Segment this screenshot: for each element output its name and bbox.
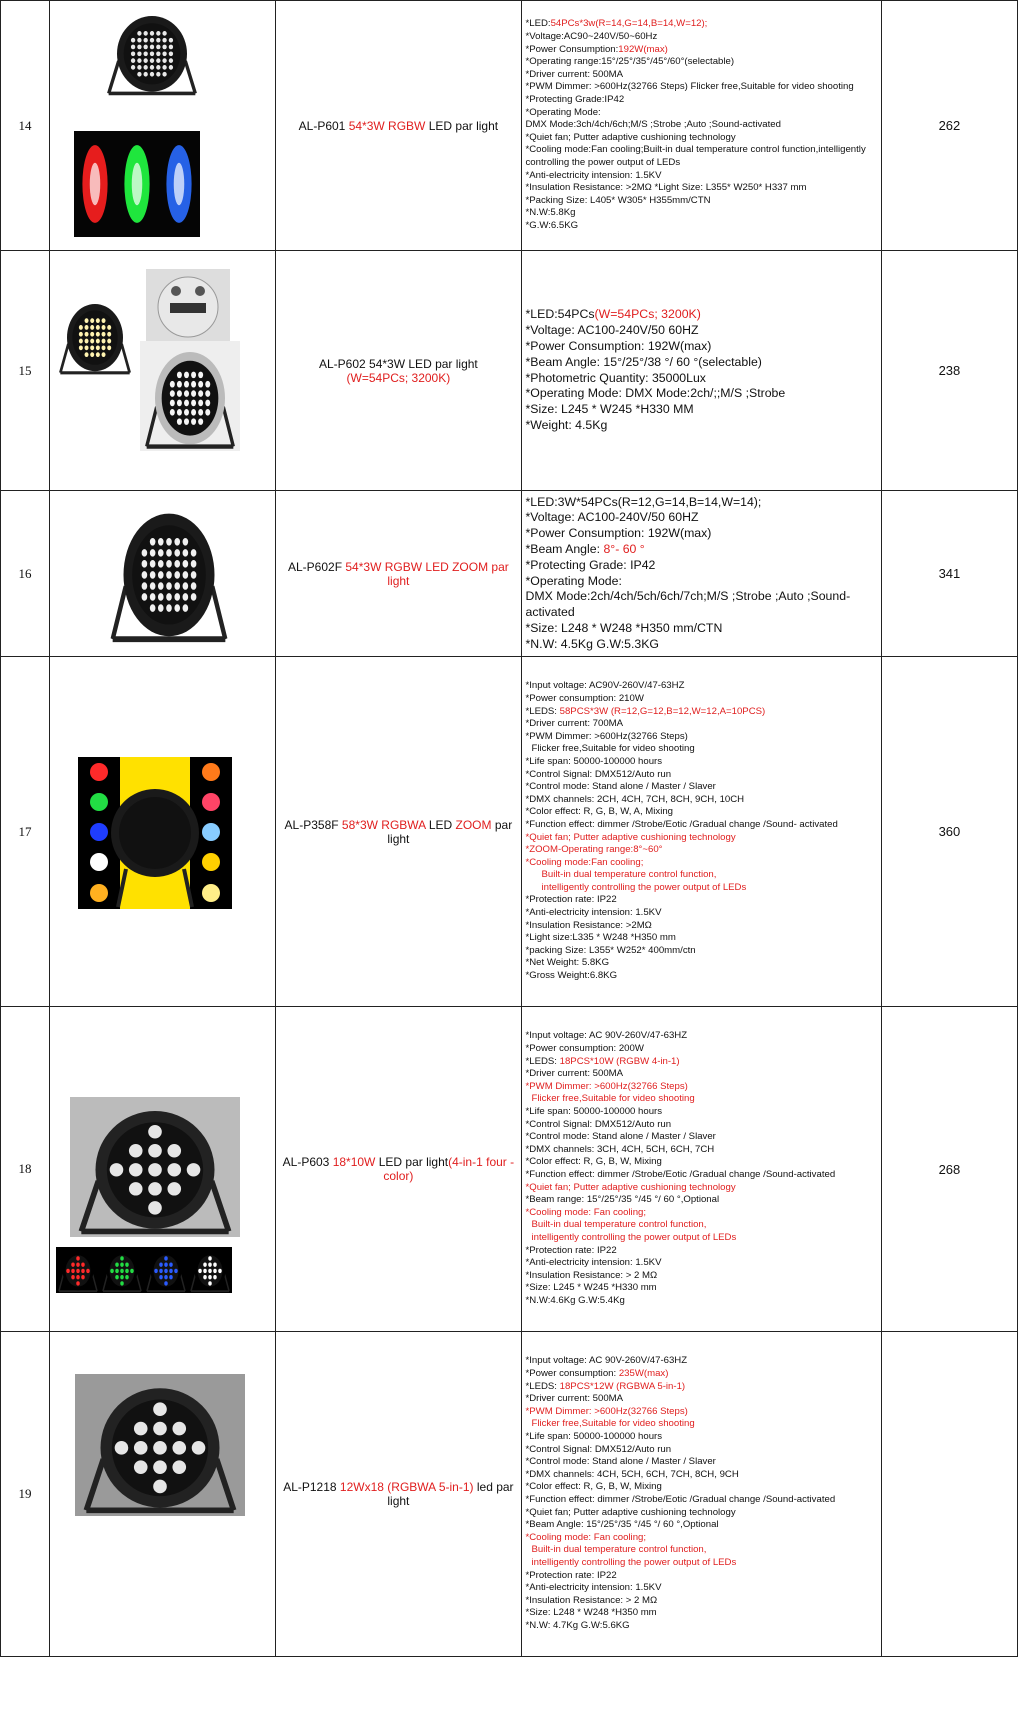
spec-line <box>526 94 877 107</box>
spec-line <box>526 1182 877 1195</box>
spec-text: controlling the power output of LEDs <box>525 156 681 168</box>
spec-text: *Power consumption: 200W <box>525 1043 644 1055</box>
spec-line <box>526 706 877 719</box>
spec-line <box>526 1282 877 1295</box>
spec-text: *Life span: 50000-100000 hours <box>525 1106 663 1118</box>
spec-line <box>526 1431 877 1444</box>
spec-text: *N.W: 4.7Kg G.W:5.6KG <box>525 1619 630 1631</box>
price-cell: 238 <box>881 251 1017 491</box>
table-row <box>1 1007 1018 1332</box>
spec-line <box>526 945 877 958</box>
price-cell <box>881 1332 1017 1657</box>
spec-line <box>526 1595 877 1608</box>
product-photo-p602-warm <box>55 296 135 376</box>
spec-text: *DMX channels: 2CH, 4CH, 7CH, 8CH, 9CH, 10CH <box>525 793 745 805</box>
spec-text: *Quiet fan; Putter adaptive cushioning technology <box>525 1506 736 1518</box>
spec-line <box>526 1030 877 1043</box>
spec-highlight: 8°- 60 ° <box>603 541 645 556</box>
spec-line <box>526 1106 877 1119</box>
spec-highlight: 18PCS*10W (RGBW 4-in-1) <box>559 1055 680 1067</box>
product-image-cell <box>50 491 276 657</box>
spec-line <box>526 1557 877 1570</box>
model-name-part: AL-P602F <box>288 559 346 574</box>
spec-text: *Operating Mode: <box>525 573 622 588</box>
spec-line <box>526 832 877 845</box>
spec-line <box>526 743 877 756</box>
spec-text: *LED:3W*54PCs(R=12,G=14,B=14,W=14); <box>525 494 762 509</box>
price-cell: 262 <box>881 1 1017 251</box>
spec-text: *Protecting Grade:IP42 <box>525 94 625 106</box>
spec-line <box>526 718 877 731</box>
spec-line <box>526 781 877 794</box>
model-name-part: 18*10W <box>332 1155 376 1169</box>
spec-line <box>526 386 877 402</box>
spec-highlight: *Quiet fan; Putter adaptive cushioning technology <box>525 831 736 843</box>
spec-line <box>526 693 877 706</box>
spec-text: *Color effect: R, G, B, W, Mixing <box>525 1156 662 1168</box>
spec-text: *Control mode: Stand alone / Master / Slaver <box>525 1131 716 1143</box>
spec-text: *Size: L245 * W245 *H330 mm <box>525 1282 657 1294</box>
spec-line <box>526 195 877 208</box>
spec-text: *Operating Mode: <box>525 106 601 118</box>
spec-text: *Insulation Resistance: > 2 MΩ <box>525 1594 658 1606</box>
spec-line <box>526 1494 877 1507</box>
spec-text: *Voltage: AC100-240V/50 60HZ <box>525 510 699 525</box>
spec-line <box>526 418 877 434</box>
spec-text: *Protection rate: IP22 <box>525 1244 617 1256</box>
product-photo-p603 <box>70 1097 240 1237</box>
product-image-cell <box>50 1332 276 1657</box>
product-image-cell <box>50 1 276 251</box>
spec-line <box>526 355 877 371</box>
spec-line <box>526 920 877 933</box>
spec-text: *Protection rate: IP22 <box>525 1569 617 1581</box>
spec-line <box>526 107 877 120</box>
spec-line <box>526 1393 877 1406</box>
spec-line <box>526 680 877 693</box>
product-image-cell <box>50 251 276 491</box>
price-cell: 360 <box>881 657 1017 1007</box>
spec-text: *Beam Angle: <box>525 541 604 556</box>
model-name-part: 12Wx18 (RGBWA 5-in-1) <box>339 1480 474 1494</box>
spec-line <box>526 56 877 69</box>
spec-text: *Size: L248 * W248 *H350 mm <box>525 1607 657 1619</box>
spec-highlight: 192W(max) <box>618 43 668 55</box>
spec-text: *Anti-electricity intension: 1.5KV <box>525 1257 662 1269</box>
spec-highlight: intelligently controlling the power output of LEDs <box>541 881 747 893</box>
spec-line <box>526 170 877 183</box>
spec-highlight: (W=54PCs; 3200K) <box>594 307 701 322</box>
spec-highlight: Built-in dual temperature control function, <box>541 869 717 881</box>
spec-line <box>526 44 877 57</box>
spec-highlight: Flicker free,Suitable for video shooting <box>531 1093 695 1105</box>
model-name-part: AL-P603 <box>282 1155 333 1169</box>
spec-text: *LED:54PCs <box>525 307 595 322</box>
spec-line <box>526 1068 877 1081</box>
spec-text: *Input voltage: AC 90V-260V/47-63HZ <box>525 1030 688 1042</box>
spec-line <box>526 894 877 907</box>
color-demo-red <box>74 131 116 237</box>
spec-cell <box>521 251 881 491</box>
spec-line <box>526 69 877 82</box>
model-name-part: par light <box>387 817 513 846</box>
spec-line <box>526 339 877 355</box>
spec-text: Flicker free,Suitable for video shooting <box>531 743 695 755</box>
color-demo-blue <box>158 131 200 237</box>
spec-text: *PWM Dimmer: >600Hz(32766 Steps) <box>525 730 688 742</box>
color-demo-green <box>116 131 158 237</box>
spec-text: *Input voltage: AC90V-260V/47-63HZ <box>525 680 685 692</box>
spec-line <box>526 769 877 782</box>
spec-text: *Power Consumption: <box>525 43 619 55</box>
model-name-part: AL-P1218 <box>283 1480 340 1494</box>
spec-text: *Protecting Grade: IP42 <box>525 557 656 572</box>
spec-line <box>526 1119 877 1132</box>
price-cell: 341 <box>881 491 1017 657</box>
spec-text: *LEDS: <box>525 705 560 717</box>
spec-text: *Insulation Resistance: >2MΩ <box>525 919 652 931</box>
spec-text: *Anti-electricity intension: 1.5KV <box>525 1582 662 1594</box>
spec-line <box>526 220 877 233</box>
item-number: 19 <box>1 1332 50 1657</box>
spec-line <box>526 371 877 387</box>
spec-highlight: *Cooling mode: Fan cooling; <box>525 1531 647 1543</box>
spec-text: *DMX channels: 4CH, 5CH, 6CH, 7CH, 8CH, 9CH <box>525 1468 739 1480</box>
spec-text: *LEDS: <box>525 1055 560 1067</box>
spec-text: *Input voltage: AC 90V-260V/47-63HZ <box>525 1355 688 1367</box>
spec-line <box>526 882 877 895</box>
spec-line <box>526 1582 877 1595</box>
spec-line <box>526 1232 877 1245</box>
spec-line <box>526 932 877 945</box>
model-name-part: 54*3W RGBW <box>348 118 426 133</box>
spec-line <box>526 495 877 511</box>
spec-text: *Photometric Quantity: 35000Lux <box>525 370 706 385</box>
product-photo-p1218 <box>75 1374 245 1516</box>
spec-cell <box>521 657 881 1007</box>
spec-text: *G.W:6.5KG <box>525 219 579 231</box>
spec-text: DMX Mode:2ch/4ch/5ch/6ch/7ch;M/S ;Strobe ;Auto ;Sound- <box>525 589 851 604</box>
product-photo-p358f <box>78 757 232 909</box>
color-demo-red <box>56 1247 100 1293</box>
spec-line <box>526 526 877 542</box>
spec-line <box>526 844 877 857</box>
spec-text: *Insulation Resistance: > 2 MΩ <box>525 1269 658 1281</box>
spec-highlight: 58PCS*3W (R=12,G=12,B=12,W=12,A=10PCS) <box>559 705 766 717</box>
spec-text: *Light size:L335 * W248 *H350 mm <box>525 932 676 944</box>
spec-text: *Function effect: dimmer /Strobe/Eotic /Gradual change /Sound-activated <box>525 1494 836 1505</box>
spec-line <box>526 1219 877 1232</box>
spec-text: *Weight: 4.5Kg <box>525 417 608 432</box>
model-cell <box>276 1 521 251</box>
model-name-part: 58*3W RGBWA <box>341 817 426 832</box>
spec-line <box>526 957 877 970</box>
spec-text: *Control mode: Stand alone / Master / Slaver <box>525 1456 716 1468</box>
spec-text: *Insulation Resistance: >2MΩ *Light Size: L355* W250* H337 mm <box>525 182 807 194</box>
product-image-cell <box>50 1007 276 1332</box>
spec-line <box>526 1056 877 1069</box>
spec-text: *Voltage: AC100-240V/50 60HZ <box>525 323 699 338</box>
spec-line <box>526 1081 877 1094</box>
spec-line <box>526 756 877 769</box>
spec-line <box>526 1368 877 1381</box>
spec-line <box>526 1481 877 1494</box>
spec-line <box>526 1207 877 1220</box>
spec-text: *DMX channels: 3CH, 4CH, 5CH, 6CH, 7CH <box>525 1143 715 1155</box>
spec-line <box>526 1532 877 1545</box>
item-number: 17 <box>1 657 50 1007</box>
spec-text: *LEDS: <box>525 1380 560 1392</box>
model-cell <box>276 1332 521 1657</box>
spec-text: *Beam Angle: 15°/25°/35 °/45 °/ 60 °,Optional <box>525 1519 719 1531</box>
spec-text: *Color effect: R, G, B, W, Mixing <box>525 1481 662 1493</box>
spec-line <box>526 1295 877 1308</box>
spec-line <box>526 731 877 744</box>
spec-text: *Driver current: 500MA <box>525 68 624 80</box>
spec-line <box>526 307 877 323</box>
table-row <box>1 657 1018 1007</box>
spec-line <box>526 1270 877 1283</box>
spec-text: *Life span: 50000-100000 hours <box>525 1431 663 1443</box>
spec-line <box>526 1519 877 1532</box>
spec-line <box>526 1131 877 1144</box>
model-name-part: 54*3W RGBW LED ZOOM par light <box>345 559 509 588</box>
spec-text: *Size: L245 * W245 *H330 MM <box>525 402 694 417</box>
spec-line <box>526 542 877 558</box>
spec-text: *Power Consumption: 192W(max) <box>525 338 712 353</box>
spec-text: *Anti-electricity intension: 1.5KV <box>525 169 662 181</box>
model-name-part: LED par light <box>375 1155 449 1169</box>
spec-line <box>526 637 877 653</box>
spec-text: *Driver current: 700MA <box>525 718 624 730</box>
table-row <box>1 1 1018 251</box>
spec-text: DMX Mode:3ch/4ch/6ch;M/S ;Strobe ;Auto ;Sound-activated <box>525 119 781 131</box>
color-demo-white <box>188 1247 232 1293</box>
spec-highlight: Flicker free,Suitable for video shooting <box>531 1418 695 1430</box>
spec-text: *Function effect: dimmer /Strobe/Eotic /Gradual change /Sound-activated <box>525 1169 836 1180</box>
spec-text: *Power consumption: <box>525 1368 619 1380</box>
spec-line <box>526 510 877 526</box>
spec-text: *Quiet fan; Putter adaptive cushioning technology <box>525 131 736 143</box>
spec-text: *Anti-electricity intension: 1.5KV <box>525 907 662 919</box>
spec-line <box>526 1456 877 1469</box>
spec-line <box>526 806 877 819</box>
spec-cell <box>521 1 881 251</box>
spec-text: *Control Signal: DMX512/Auto run <box>525 1118 672 1130</box>
model-name-part: led par light <box>387 1480 514 1508</box>
table-row <box>1 491 1018 657</box>
spec-highlight: 235W(max) <box>618 1368 669 1380</box>
model-cell <box>276 1007 521 1332</box>
spec-line <box>526 1381 877 1394</box>
spec-line <box>526 1144 877 1157</box>
item-number: 16 <box>1 491 50 657</box>
spec-text: *N.W: 4.5Kg G.W:5.3KG <box>525 636 659 651</box>
spec-text: *PWM Dimmer: >600Hz(32766 Steps) Flicker free,Suitable for video shooting <box>525 81 854 93</box>
spec-line <box>526 402 877 418</box>
spec-text: *Packing Size: L405* W305* H355mm/CTN <box>525 194 711 206</box>
spec-line <box>526 1406 877 1419</box>
spec-line <box>526 970 877 983</box>
spec-highlight: *PWM Dimmer: >600Hz(32766 Steps) <box>525 1405 688 1417</box>
spec-highlight: intelligently controlling the power output of LEDs <box>531 1556 737 1568</box>
spec-cell <box>521 1332 881 1657</box>
spec-text: *Size: L248 * W248 *H350 mm/CTN <box>525 620 723 635</box>
spec-text: *N.W:4.6Kg G.W:5.4Kg <box>525 1294 625 1306</box>
spec-line <box>526 1169 877 1182</box>
spec-highlight: *ZOOM-Operating range:8°~60° <box>525 844 663 856</box>
item-number: 15 <box>1 251 50 491</box>
spec-line <box>526 132 877 145</box>
spec-line <box>526 1469 877 1482</box>
model-name-part: AL-P602 54*3W LED par light <box>319 356 478 371</box>
spec-text: *Function effect: dimmer /Strobe/Eotic /Gradual change /Sound- activated <box>525 818 838 830</box>
spec-highlight: *PWM Dimmer: >600Hz(32766 Steps) <box>525 1080 688 1092</box>
spec-text: *N.W:5.8Kg <box>525 207 576 219</box>
spec-highlight: *Cooling mode:Fan cooling; <box>525 856 644 868</box>
model-name-part: LED <box>425 817 456 832</box>
spec-text: *Life span: 50000-100000 hours <box>525 755 663 767</box>
spec-line <box>526 1194 877 1207</box>
spec-text: *Power consumption: 210W <box>525 692 644 704</box>
spec-text: *Voltage:AC90~240V/50~60Hz <box>525 31 658 43</box>
spec-cell <box>521 1007 881 1332</box>
spec-text: *Operating Mode: DMX Mode:2ch/;;M/S ;Strobe <box>525 386 786 401</box>
product-photo-p602-silver <box>140 341 240 451</box>
spec-line <box>526 794 877 807</box>
spec-line <box>526 589 877 605</box>
product-photo-p602f <box>104 499 234 645</box>
item-number: 14 <box>1 1 50 251</box>
model-name-part: LED par light <box>425 118 499 133</box>
spec-line <box>526 1156 877 1169</box>
spec-line <box>526 1620 877 1633</box>
spec-line <box>526 119 877 132</box>
item-number: 18 <box>1 1007 50 1332</box>
spec-line <box>526 1093 877 1106</box>
model-name-part: ZOOM <box>455 817 492 832</box>
spec-text: *Protection rate: IP22 <box>525 894 617 906</box>
model-name-part: AL-P358F <box>284 817 342 832</box>
spec-line <box>526 1043 877 1056</box>
spec-line <box>526 81 877 94</box>
spec-line <box>526 207 877 220</box>
spec-highlight: *Cooling mode: Fan cooling; <box>525 1206 647 1218</box>
spec-text: activated <box>525 605 575 620</box>
table-row <box>1 251 1018 491</box>
spec-line <box>526 1257 877 1270</box>
spec-line <box>526 1507 877 1520</box>
spec-text: *Beam Angle: 15°/25°/38 °/ 60 °(selectable) <box>525 354 762 369</box>
spec-highlight: *Quiet fan; Putter adaptive cushioning technology <box>525 1181 736 1193</box>
spec-text: *Color effect: R, G, B, W, A, Mixing <box>525 806 674 818</box>
spec-line <box>526 323 877 339</box>
spec-line <box>526 558 877 574</box>
spec-line <box>526 605 877 621</box>
product-image-cell <box>50 657 276 1007</box>
model-cell <box>276 491 521 657</box>
spec-line <box>526 1418 877 1431</box>
model-name-part: (4-in-1 four -color) <box>383 1155 515 1183</box>
spec-line <box>526 31 877 44</box>
spec-highlight: 54PCs*3w(R=14,G=14,B=14,W=12); <box>550 18 708 30</box>
spec-line <box>526 144 877 157</box>
spec-text: *Cooling mode:Fan cooling;Built-in dual temperature control function,intelligently <box>525 144 866 156</box>
spec-line <box>526 1570 877 1583</box>
spec-line <box>526 1355 877 1368</box>
product-photo-p602-back <box>146 269 230 341</box>
spec-line <box>526 18 877 31</box>
spec-text: *Control mode: Stand alone / Master / Slaver <box>525 781 716 793</box>
spec-highlight: 18PCS*12W (RGBWA 5-in-1) <box>559 1380 686 1392</box>
spec-line <box>526 182 877 195</box>
spec-text: *Beam range: 15°/25°/35 °/45 °/ 60 °,Optional <box>525 1194 720 1206</box>
spec-line <box>526 1444 877 1457</box>
model-cell <box>276 251 521 491</box>
spec-line <box>526 1544 877 1557</box>
spec-text: *Control Signal: DMX512/Auto run <box>525 768 672 780</box>
table-row <box>1 1332 1018 1657</box>
color-demo-blue <box>144 1247 188 1293</box>
spec-text: *Gross Weight:6.8KG <box>525 970 618 982</box>
spec-line <box>526 819 877 832</box>
spec-text: *Operating range:15°/25°/35°/45°/60°(selectable) <box>525 56 735 68</box>
spec-line <box>526 157 877 170</box>
spec-text: *packing Size: L355* W252* 400mm/ctn <box>525 944 696 956</box>
spec-text: *Driver current: 500MA <box>525 1068 624 1080</box>
model-cell <box>276 657 521 1007</box>
spec-line <box>526 574 877 590</box>
spec-line <box>526 857 877 870</box>
spec-text: *Driver current: 500MA <box>525 1393 624 1405</box>
spec-cell <box>521 491 881 657</box>
product-photo-p601 <box>102 7 202 97</box>
spec-line <box>526 1607 877 1620</box>
spec-text: *Power Consumption: 192W(max) <box>525 526 712 541</box>
spec-line <box>526 1245 877 1258</box>
spec-line <box>526 621 877 637</box>
model-name-part: AL-P601 <box>298 118 349 133</box>
spec-highlight: Built-in dual temperature control function, <box>531 1219 707 1231</box>
spec-text: *Net Weight: 5.8KG <box>525 957 610 969</box>
spec-highlight: intelligently controlling the power output of LEDs <box>531 1231 737 1243</box>
spec-text: *LED: <box>525 18 551 30</box>
color-demo-green <box>100 1247 144 1293</box>
spec-line <box>526 869 877 882</box>
spec-highlight: Built-in dual temperature control function, <box>531 1544 707 1556</box>
spec-text: *Control Signal: DMX512/Auto run <box>525 1443 672 1455</box>
spec-line <box>526 907 877 920</box>
price-cell: 268 <box>881 1007 1017 1332</box>
model-name-part: (W=54PCs; 3200K) <box>346 370 451 385</box>
